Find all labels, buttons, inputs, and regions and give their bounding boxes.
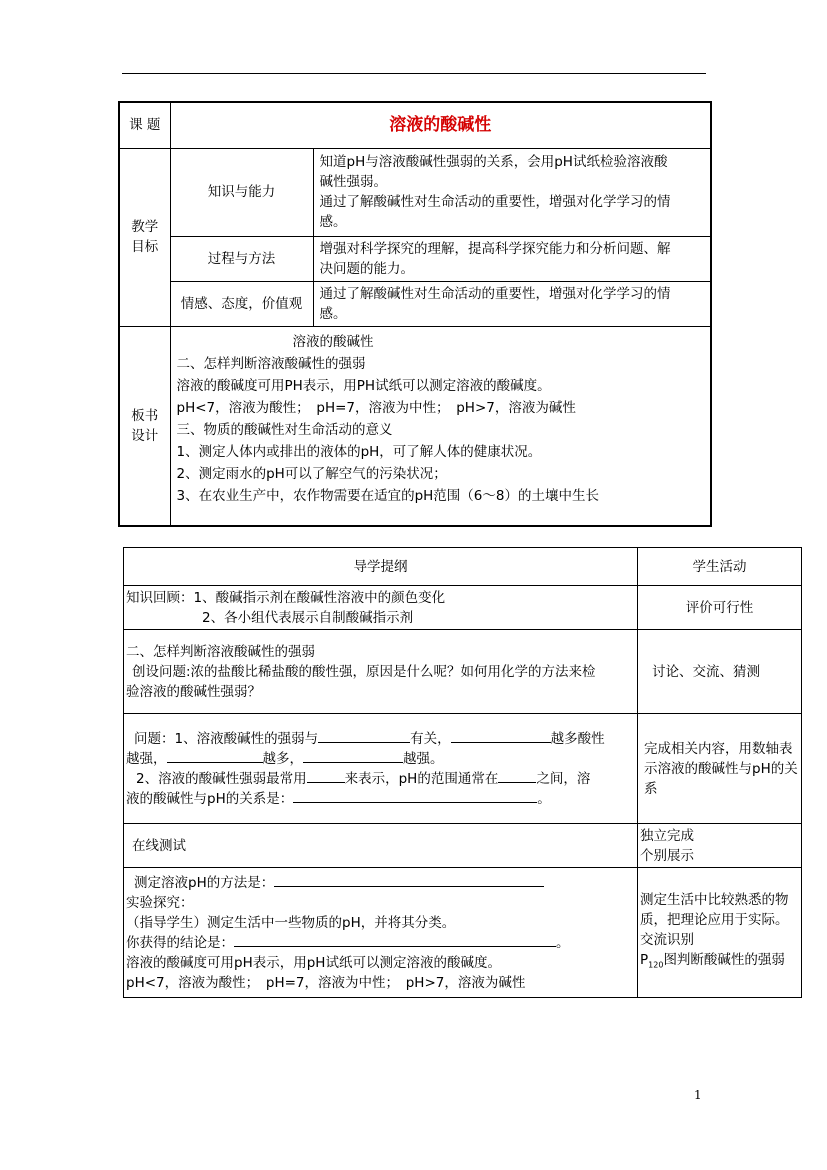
blank[interactable] (234, 933, 556, 947)
blank[interactable] (303, 749, 403, 763)
judge-cell: 二、怎样判断溶液酸碱性的强弱 创设问题:浓的盐酸比稀盐酸的酸性强，原因是什么呢？如何用化学的方法来检 验溶液的酸碱性强弱？ (124, 630, 638, 714)
test-label: 在线测试 (124, 824, 638, 868)
board-label: 板书设计 (119, 326, 170, 526)
board-title: 溶液的酸碱性 (292, 333, 374, 350)
guide-table (123, 547, 802, 998)
question-activity: 完成相关内容，用数轴表示溶液的酸碱性与pH的关系 (638, 714, 802, 824)
objective-name: 过程与方法 (170, 236, 313, 281)
blank[interactable] (293, 789, 537, 803)
page-number: 1 (694, 1088, 702, 1102)
objectives-label: 教学目标 (119, 148, 170, 326)
header-rule (122, 73, 706, 74)
topic-label: 课 题 (119, 102, 170, 148)
blank[interactable] (498, 769, 536, 783)
lesson-plan-table (118, 101, 712, 527)
review-activity: 评价可行性 (638, 586, 802, 630)
test-activity: 独立完成 个别展示 (638, 824, 802, 868)
blank[interactable] (451, 729, 551, 743)
judge-activity: 讨论、交流、猜测 (638, 630, 802, 714)
question-cell: 问题：1、溶液酸碱性的强弱与 有关， 越多酸性 越强， 越多， 越强。 2、溶液的酸碱性强弱最常用 来表示，pH的范围通常在 之间，溶 液的酸碱性与pH的关系是： 。 (124, 714, 638, 824)
blank[interactable] (167, 749, 263, 763)
objective-text: 增强对科学探究的理解，提高科学探究能力和分析问题、解 决问题的能力。 (313, 236, 711, 281)
lesson-title: 溶液的酸碱性 (170, 102, 711, 148)
objective-name: 情感、态度，价值观 (170, 281, 313, 326)
blank[interactable] (274, 873, 544, 887)
blank[interactable] (307, 769, 345, 783)
experiment-activity: 测定生活中比较熟悉的物质，把理论应用于实际。 交流识别 $P_{120}$图判断酸碱性的强弱 (638, 868, 802, 998)
experiment-cell: 测定溶液pH的方法是： 实验探究： （指导学生）测定生活中一些物质的pH，并将其分类。 你获得的结论是： 。 溶液的酸碱度可用pH表示，用pH试纸可以测定溶液的酸碱度。 pH<7，溶液为酸性； pH=7，溶液为中性； pH>7，溶液为碱性 (124, 868, 638, 998)
objective-text: 知道pH与溶液酸碱性强弱的关系，会用pH试纸检验溶液酸 碱性强弱。 通过了解酸碱性对生命活动的重要性，增强对化学学习的情 感。 (313, 148, 711, 236)
board-content: 溶液的酸碱性 二、怎样判断溶液酸碱性的强弱 溶液的酸碱度可用PH表示，用PH试纸可以测定溶液的酸碱度。 pH<7，溶液为酸性； pH=7，溶液为中性； pH>7，溶液为碱性 三、物质的酸碱性对生命活动的意义 1、测定人体内或排出的液体的pH，可了解人体的健康状况。 2、测定雨水的pH可以了解空气的污染状况； 3、在农业生产中，农作物需要在适宜的pH范围（6～8）的土壤中生长 (170, 326, 711, 526)
header-activity: 学生活动 (638, 548, 802, 586)
header-outline: 导学提纲 (124, 548, 638, 586)
review-cell: 知识回顾：1、酸碱指示剂在酸碱性溶液中的颜色变化 2、各小组代表展示自制酸碱指示剂 (124, 586, 638, 630)
blank[interactable] (318, 729, 410, 743)
objective-text: 通过了解酸碱性对生命活动的重要性，增强对化学学习的情 感。 (313, 281, 711, 326)
objective-name: 知识与能力 (170, 148, 313, 236)
